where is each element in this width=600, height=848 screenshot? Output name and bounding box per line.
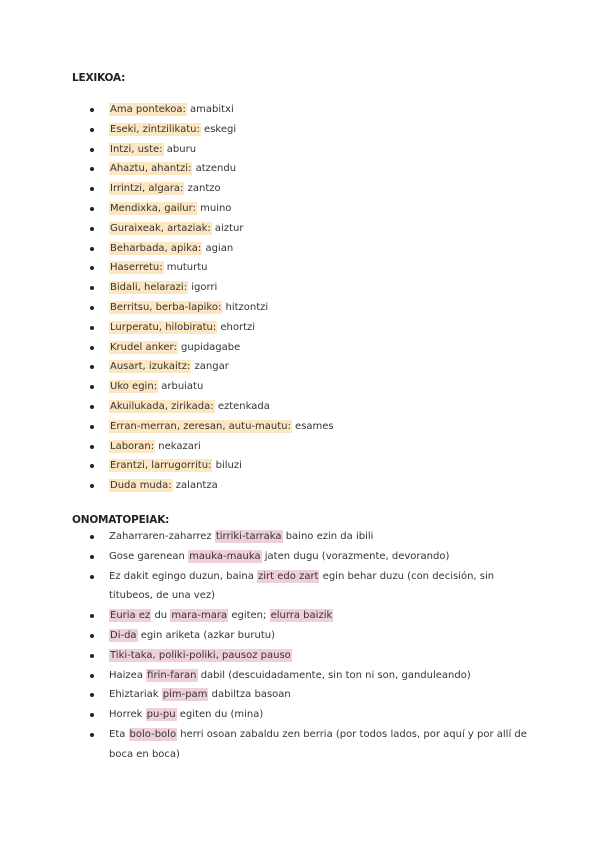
onomatopeia-item: [0, 685, 600, 705]
sentence-text: dabil (descuidadamente, sin ton ni son, ganduleando): [197, 669, 471, 681]
onomatopeia-item: [0, 567, 600, 607]
lexikoa-term: Ahaztu, ahantzi:: [110, 163, 192, 175]
lexikoa-term: Ama pontekoa:: [110, 104, 186, 115]
lexikoa-list: [0, 100, 600, 496]
lexikoa-definition: zangar: [191, 361, 229, 373]
lexikoa-item: [0, 357, 600, 377]
onomatopeia-item: [0, 606, 600, 626]
lexikoa-term: Duda muda:: [110, 480, 172, 492]
sentence-text: herri osoan zabaldu zen berria (por todos lados, por aquí y por allí de boca en boca): [109, 728, 527, 760]
lexikoa-item: [0, 298, 600, 318]
lexikoa-term: Irrintzi, algara:: [110, 183, 184, 195]
lexikoa-definition: aburu: [163, 143, 197, 155]
lexikoa-term: Uko egin:: [110, 381, 158, 393]
onomatopeia-item: [0, 725, 600, 765]
lexikoa-item: [0, 456, 600, 476]
lexikoa-item: [0, 140, 600, 160]
highlighted-onomatopeia: elurra baizik: [270, 610, 333, 622]
lexikoa-definition: eskegi: [200, 123, 237, 135]
onomatopeia-item: [0, 666, 600, 686]
sentence-text: egiten;: [228, 610, 270, 622]
lexikoa-item: [0, 219, 600, 239]
highlighted-onomatopeia: Tiki-taka, poliki-poliki, pausoz pauso: [110, 649, 291, 661]
lexikoa-term: Akuilukada, zirikada:: [110, 400, 214, 412]
lexikoa-item: [0, 476, 600, 496]
lexikoa-item: [0, 338, 600, 358]
lexikoa-term: Beharbada, apika:: [110, 242, 202, 254]
sentence-text: Gose garenean: [109, 550, 189, 562]
sentence-text: Haizea: [109, 669, 147, 681]
sentence-text: baino ezin da ibili: [282, 531, 374, 542]
highlighted-onomatopeia: firin-faran: [147, 669, 197, 681]
sentence-text: du: [151, 610, 171, 622]
lexikoa-item: [0, 120, 600, 140]
highlighted-onomatopeia: pim-pam: [162, 689, 208, 701]
lexikoa-definition: biluzi: [212, 460, 242, 472]
lexikoa-term: Haserretu:: [110, 262, 163, 274]
lexikoa-term: Erantzi, larrugorritu:: [110, 460, 212, 472]
onomatopeia-item: [0, 527, 600, 547]
highlighted-onomatopeia: zirt edo zart: [258, 570, 319, 582]
lexikoa-item: [0, 318, 600, 338]
lexikoa-definition: arbuiatu: [158, 381, 204, 393]
lexikoa-item: [0, 437, 600, 457]
lexikoa-definition: gupidagabe: [177, 341, 241, 353]
lexikoa-definition: zantzo: [184, 183, 221, 195]
lexikoa-term: Intzi, uste:: [110, 143, 163, 155]
sentence-text: egin behar duzu (con decisión, sin titubeos, de una vez): [109, 570, 495, 602]
lexikoa-definition: muturtu: [163, 262, 208, 274]
lexikoa-item: [0, 159, 600, 179]
lexikoa-term: Bidali, helarazi:: [110, 282, 188, 294]
sentence-text: Ez dakit egingo duzun, baina: [109, 570, 258, 582]
lexikoa-definition: nekazari: [155, 440, 201, 452]
highlighted-onomatopeia: Euria ez: [110, 610, 151, 622]
onomatopeia-item: [0, 547, 600, 567]
sentence-text: Ehiztariak: [109, 689, 162, 701]
lexikoa-definition: igorri: [188, 282, 218, 294]
highlighted-onomatopeia: tirriki-tarraka: [215, 531, 282, 542]
sentence-text: Horrek: [109, 709, 146, 721]
lexikoa-term: Guraixeak, artaziak:: [110, 222, 211, 234]
lexikoa-definition: amabitxi: [186, 104, 234, 115]
lexikoa-item: [0, 239, 600, 259]
highlighted-onomatopeia: pu-pu: [146, 709, 176, 721]
sentence-text: Zaharraren-zaharrez: [109, 531, 215, 542]
lexikoa-item: [0, 397, 600, 417]
highlighted-onomatopeia: bolo-bolo: [129, 728, 177, 740]
lexikoa-definition: zalantza: [172, 480, 218, 492]
lexikoa-item: [0, 258, 600, 278]
lexikoa-term: Erran-merran, zeresan, autu-mautu:: [110, 420, 291, 432]
sentence-text: Eta: [109, 728, 129, 740]
lexikoa-definition: aiztur: [211, 222, 244, 234]
lexikoa-item: [0, 100, 600, 120]
lexikoa-term: Eseki, zintzilikatu:: [110, 123, 200, 135]
lexikoa-item: [0, 417, 600, 437]
lexikoa-definition: eztenkada: [214, 400, 270, 412]
lexikoa-term: Berritsu, berba-lapiko:: [110, 301, 222, 313]
highlighted-onomatopeia: mara-mara: [171, 610, 228, 622]
onomatopeia-item: [0, 705, 600, 725]
onomatopeiak-list: [0, 527, 600, 765]
onomatopeia-item: [0, 646, 600, 666]
sentence-text: egin ariketa (azkar burutu): [137, 629, 275, 641]
lexikoa-term: Ausart, izukaitz:: [110, 361, 191, 373]
lexikoa-item: [0, 278, 600, 298]
sentence-text: dabiltza basoan: [208, 689, 291, 701]
lexikoa-item: [0, 179, 600, 199]
lexikoa-heading: LEXIKOA:: [72, 72, 126, 84]
lexikoa-item: [0, 377, 600, 397]
onomatopeia-item: [0, 626, 600, 646]
sentence-text: jaten dugu (vorazmente, devorando): [261, 550, 450, 562]
lexikoa-definition: esames: [291, 420, 334, 432]
lexikoa-term: Lurperatu, hilobiratu:: [110, 321, 217, 333]
lexikoa-definition: hitzontzi: [222, 301, 269, 313]
lexikoa-definition: muino: [196, 202, 232, 214]
highlighted-onomatopeia: Di-da: [110, 629, 137, 641]
lexikoa-definition: agian: [202, 242, 234, 254]
lexikoa-term: Krudel anker:: [110, 341, 177, 353]
sentence-text: egiten du (mina): [176, 709, 264, 721]
lexikoa-item: [0, 199, 600, 219]
lexikoa-definition: atzendu: [192, 163, 237, 175]
onomatopeiak-heading: ONOMATOPEIAK:: [72, 514, 170, 526]
lexikoa-definition: ehortzi: [217, 321, 256, 333]
lexikoa-term: Mendixka, gailur:: [110, 202, 196, 214]
lexikoa-term: Laboran:: [110, 440, 155, 452]
highlighted-onomatopeia: mauka-mauka: [189, 550, 261, 562]
